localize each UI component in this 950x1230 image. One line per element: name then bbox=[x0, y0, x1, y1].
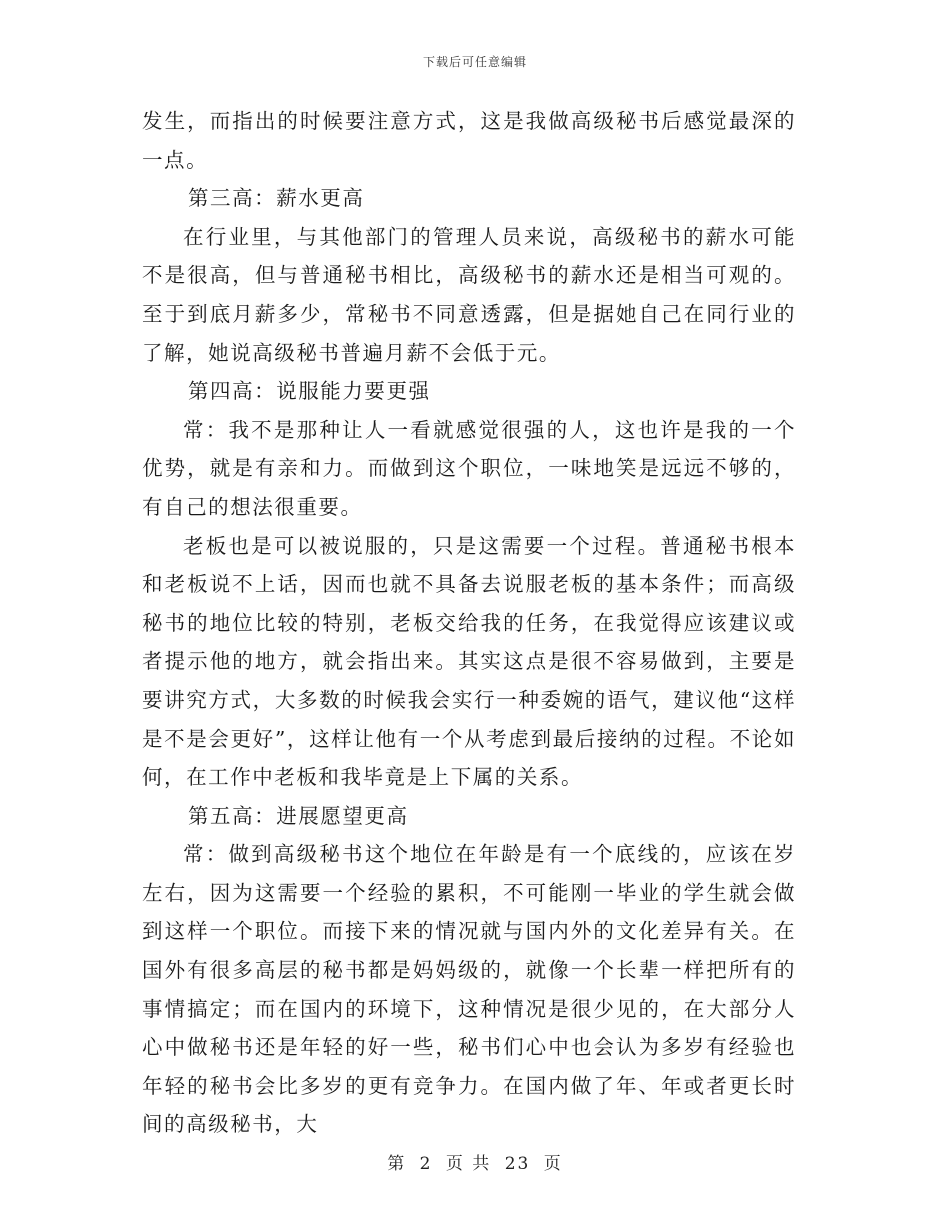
page-number-footer bbox=[0, 1152, 950, 1176]
paragraph-ambition: 常：做到高级秘书这个地位在年龄是有一个底线的，应该在岁左右，因为这需要一个经验的累积，不可能刚一毕业的学生就会做到这样一个职位。而接下来的情况就与国内外的文化差异有关。在国外有很多高层的秘书都是妈妈级的，就像一个长辈一样把所有的事情搞定；而在国内的环境下，这种情况是很少见的，在大部分人心中做秘书还是年轻的好一些，秘书们心中也会认为多岁有经验也年轻的秘书会比多岁的更有竞争力。在国内做了年、年或者更长时间的高级秘书，大 bbox=[142, 842, 796, 1137]
paragraph-continuation: 发生，而指出的时候要注意方式，这是我做高级秘书后感觉最深的一点。 bbox=[142, 109, 796, 172]
page-header-note: 下载后可任意编辑 bbox=[422, 55, 527, 69]
footer-suffix: 页 bbox=[543, 1154, 563, 1174]
document-body bbox=[142, 102, 796, 1144]
footer-current-page: 2 bbox=[419, 1154, 433, 1174]
section-heading-ambition: 第五高：进展愿望更高 bbox=[188, 803, 409, 828]
paragraph-salary: 在行业里，与其他部门的管理人员来说，高级秘书的薪水可能不是很高，但与普通秘书相比，高级秘书的薪水还是相当可观的。至于到底月薪多少，常秘书不同意透露，但是据她自己在同行业的了解，她说高级秘书普遍月薪不会低于元。 bbox=[142, 224, 796, 365]
section-heading-salary: 第三高：薪水更高 bbox=[188, 186, 365, 211]
paragraph-persuasion-1: 常：我不是那种让人一看就感觉很强的人，这也许是我的一个优势，就是有亲和力。而做到这个职位，一味地笑是远远不够的，有自己的想法很重要。 bbox=[142, 417, 796, 519]
footer-total-pages: 23 bbox=[504, 1154, 531, 1174]
section-heading-persuasion: 第四高：说服能力要更强 bbox=[188, 379, 431, 404]
footer-prefix: 第 bbox=[387, 1154, 407, 1174]
paragraph-persuasion-2: 老板也是可以被说服的，只是这需要一个过程。普通秘书根本和老板说不上话，因而也就不具备去说服老板的基本条件；而高级秘书的地位比较的特别，老板交给我的任务，在我觉得应该建议或者提示他的地方，就会指出来。其实这点是很不容易做到，主要是要讲究方式，大多数的时候我会实行一种委婉的语气，建议他“这样是不是会更好”，这样让他有一个从考虑到最后接纳的过程。不论如何，在工作中老板和我毕竟是上下属的关系。 bbox=[142, 533, 796, 790]
footer-middle: 页 共 bbox=[445, 1154, 492, 1174]
